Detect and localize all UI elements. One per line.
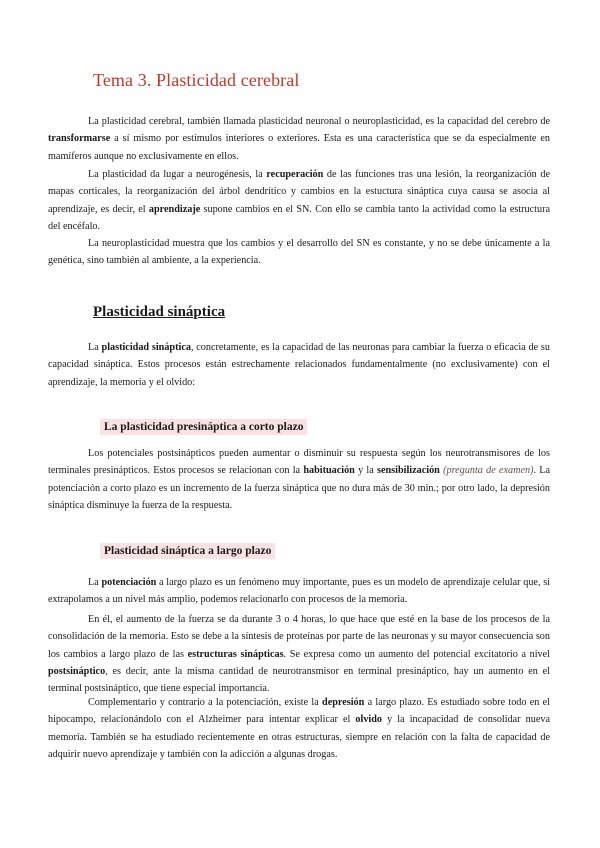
- bold-term: depresión: [322, 697, 365, 708]
- text-run: , es decir, ante la misma cantidad de neurotransmisor en terminal presináptico, hay un aumento en el terminal postsináptico, que tiene especial importancia.: [48, 665, 550, 695]
- intro-paragraph-3: [48, 235, 550, 270]
- bold-term: olvido: [355, 714, 383, 726]
- bold-term: potenciación: [101, 577, 157, 588]
- text-run: a largo plazo. Es estudiado sobre todo en el hipocampo, relacionándolo con el Alzheimer para intentar explicar el: [48, 697, 550, 726]
- bold-term: habituación: [303, 465, 355, 477]
- text-run: supone cambios en el SN. Con ello se cambia tanto la actividad como la estructura del encéfalo.: [48, 203, 551, 232]
- text-run: . La potenciación a corto plazo es un incremento de la fuerza sináptica que no dura más de 30 min.; por otro lado, la depresión sináptica disminuye la fuerza de la respuesta.: [48, 465, 550, 511]
- corto-plazo-paragraph: [48, 445, 550, 514]
- section-paragraph-1: [48, 339, 550, 391]
- intro-paragraph-1: [48, 113, 550, 165]
- text-run: La plasticidad cerebral, también llamada plasticidad neuronal o neuroplasticidad, es la capacidad del cerebro de: [88, 116, 550, 127]
- bold-term: transformarse: [48, 133, 111, 145]
- text-run: y la incapacidad de consolidar nueva memoria. También se ha estudiado recientemente en otras estructuras, siempre en relación con la falta de capacidad de adquirir nuevo aprendizaje y también con la adicción a algunas drogas.: [48, 714, 550, 760]
- bold-term: plasticidad sináptica: [101, 342, 191, 353]
- subheading-largo-plazo: Plasticidad sináptica a largo plazo: [100, 543, 275, 559]
- bold-term: recuperación: [266, 169, 324, 180]
- text-run: La plasticidad da lugar a neurogénesis, la: [88, 169, 267, 180]
- italic-note: (pregunta de examen): [439, 465, 534, 477]
- text-run: En él, el aumento de la fuerza se da durante 3 o 4 horas, lo que hace que esté en la base de los procesos de la consolidación de la memoria. Esto se debe a la síntesis de proteínas por parte de las neuronas y su mayor consecuencia son los cambios a largo plazo de las: [48, 614, 550, 660]
- page-title: Tema 3. Plasticidad cerebral: [93, 70, 300, 90]
- bold-term: estructuras sinápticas: [187, 648, 284, 660]
- text-run: La neuroplasticidad muestra que los cambios y el desarrollo del SN es constante, y no se debe únicamente a la genética, sino también al ambiente, a la experiencia.: [48, 238, 550, 267]
- text-run: . Se expresa como un aumento del potencial excitatorio a nivel: [283, 648, 551, 660]
- intro-paragraph-2: [48, 166, 550, 235]
- text-run: Complementario y contrario a la potenciación, existe la: [88, 697, 323, 708]
- text-run: y la: [354, 465, 377, 477]
- text-run: de las funciones tras una lesión, la reorganización de mapas corticales, la reorganización del árbol dendrítico y cambios en la estuctura sináptica cuya causa se asocia al aprendizaje, es decir, el: [48, 169, 550, 215]
- largo-plazo-paragraph-2: [48, 611, 550, 697]
- bold-term: sensibilización: [377, 465, 440, 477]
- text-run: a sí mismo por estímulos interiores o exteriores. Esta es una característica que se da especialmente en mamíferos aunque no exclusivamente en ellos.: [48, 133, 550, 162]
- largo-plazo-paragraph-1: [48, 574, 550, 609]
- subheading-corto-plazo: La plasticidad presináptica a corto plazo: [100, 419, 307, 435]
- bold-term: postsináptico: [48, 665, 106, 677]
- text-run: La: [88, 342, 102, 353]
- text-run: La: [88, 577, 102, 588]
- section-heading-plasticidad-sinaptica: Plasticidad sináptica: [93, 304, 226, 320]
- text-run: Los potenciales postsinápticos pueden aumentar o disminuir su respuesta según los neurotransmisores de los terminales presinápticos. Estos procesos se relacionan con la: [48, 448, 550, 477]
- text-run: , concretamente, es la capacidad de las neuronas para cambiar la fuerza o eficacia de su capacidad sináptica. Estos procesos están estrechamente relacionados fundamentalmente (no exclusivamente) con el aprendizaje, la memoria y el olvido:: [48, 342, 550, 388]
- largo-plazo-paragraph-3: [48, 694, 550, 763]
- bold-term: aprendizaje: [148, 203, 201, 215]
- text-run: a largo plazo es un fenómeno muy importante, pues es un modelo de aprendizaje celular que, si extrapolamos a un nivel más amplio, podemos relacionarlo con procesos de la memoria.: [48, 577, 550, 606]
